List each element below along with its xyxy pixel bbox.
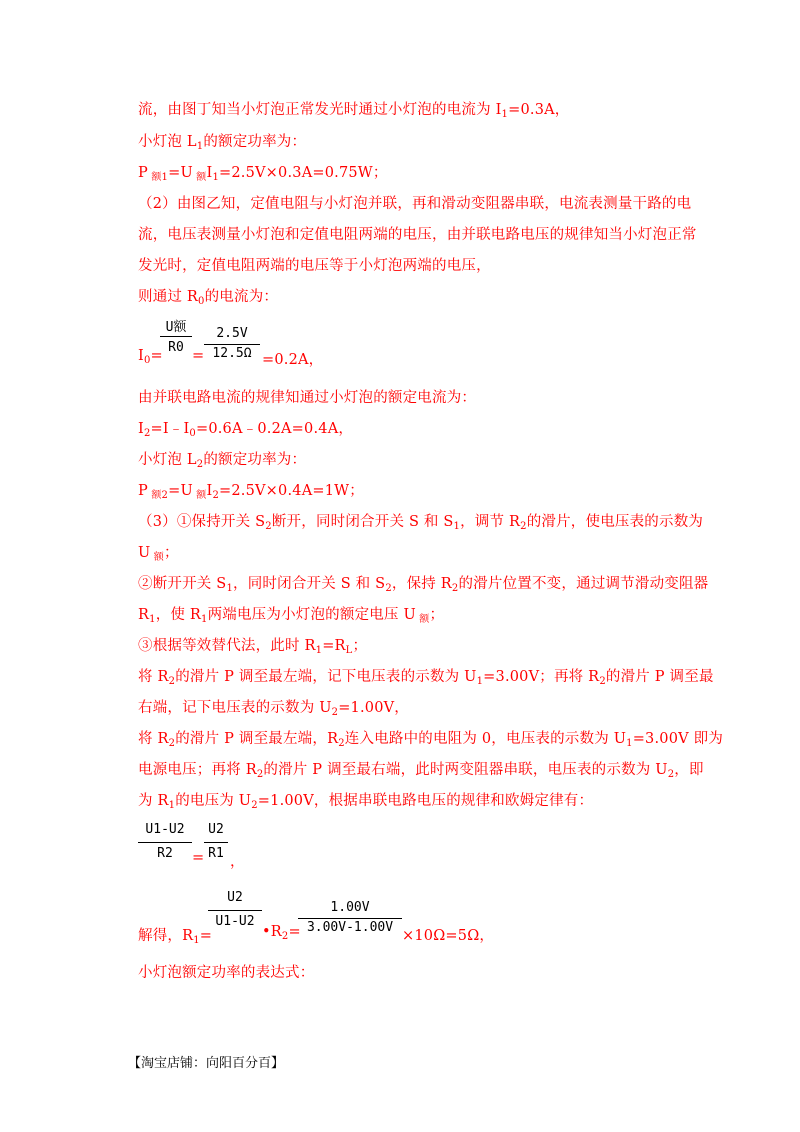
fraction-2-5v-over-12-5 (204, 326, 260, 366)
fraction-denominator: R0 (168, 340, 184, 355)
fraction-numerator: 2.5V (216, 326, 248, 341)
fraction-bar (298, 918, 402, 919)
result-r1: ×10Ω=5Ω， (402, 928, 495, 944)
text-line-11: 小灯泡 $L_2$的额定功率为： (138, 452, 307, 470)
equals-1: = (192, 348, 205, 364)
text-line-20: 将 $R_2$的滑片 P 调至最左端，$R_2$连入电路中的电阻为 0，电压表的示数为 $U_1=3.00V$ 即为 (138, 731, 724, 749)
fraction-u2-over-r1 (204, 822, 228, 868)
text-line-8: $I_0=$ (138, 348, 163, 366)
fraction-numerator: 1.00V (330, 900, 370, 915)
text-line-15: ②断开开关 $S_1$，同时闭合开关 S 和 $S_2$，保持 $R_2$的滑片位置不变，通过调节滑动变阻器 (138, 576, 709, 594)
text-line-16: $R_1$，使 $R_1$两端电压为小灯泡的额定电压 U $_额$； (138, 607, 445, 625)
text-line-14: U $_额$； (138, 545, 179, 563)
times-r2: $•R_2=$ (262, 924, 301, 942)
text-line-10: $I_2=I﹣I_0=0.6A﹣0.2A=0.4A$， (138, 421, 354, 439)
text-line-12: P $_{额2}$=U $_额I_2=2.5V\times 0.4A=1W$； (138, 483, 364, 501)
text-line-24: 解得，$R_1=$ (138, 928, 213, 946)
fraction-bar (204, 842, 228, 843)
fraction-numerator: U1-U2 (145, 822, 185, 837)
text-line-5: 流，电压表测量小灯泡和定值电阻两端的电压，由并联电路电压的规律知当小灯泡正常 (138, 227, 697, 243)
fraction-denominator: R2 (157, 846, 173, 861)
text-line-22: 为 $R_1$的电压为 $U_2=1.00V$，根据串联电路电压的规律和欧姆定律有： (138, 793, 594, 811)
fraction-denominator: U1-U2 (215, 914, 255, 929)
text-line-25: 小灯泡额定功率的表达式： (138, 965, 315, 981)
fraction-numerator: U额 (165, 320, 187, 335)
fraction-bar (204, 344, 260, 345)
result-i0: =0.2A， (262, 352, 324, 368)
text-line-18: 将 $R_2$的滑片 P 调至最左端，记下电压表的示数为 $U_1=3.00V$；再将 $R_2$的滑片 P 调至最 (138, 669, 714, 687)
fraction-1v-over-2v (298, 900, 402, 940)
fraction-bar (138, 842, 192, 843)
fraction-denominator: R1 (208, 846, 224, 861)
text-line-1: 流，由图丁知当小灯泡正常发光时通过小灯泡的电流为 $I_1=0.3A$， (138, 102, 570, 120)
footer-shop-name: 【淘宝店铺：向阳百分百】 (128, 1056, 285, 1071)
text-line-13: （3）①保持开关 $S_2$断开，同时闭合开关 S 和 $S_1$，调节 $R_2$的滑片，使电压表的示数为 (138, 514, 704, 532)
fraction-u-over-r0 (160, 316, 192, 362)
fraction-numerator: U2 (208, 822, 224, 837)
text-line-7: 则通过 $R_0$的电流为： (138, 289, 279, 307)
fraction-u1-minus-u2-over-r2 (138, 822, 192, 868)
fraction-bar (160, 336, 192, 337)
text-line-4: （2）由图乙知，定值电阻与小灯泡并联，再和滑动变阻器串联，电流表测量干路的电 (138, 196, 692, 212)
fraction-denominator: 3.00V-1.00V (306, 920, 394, 935)
fraction-u2-over-u1-minus-u2 (208, 890, 262, 936)
text-line-19: 右端，记下电压表的示数为 $U_2=1.00V$， (138, 700, 410, 718)
fraction-numerator: U2 (227, 890, 243, 905)
equals-2: = (192, 850, 205, 866)
text-line-9: 由并联电路电流的规律知通过小灯泡的额定电流为： (138, 390, 477, 406)
text-line-6: 发光时，定值电阻两端的电压等于小灯泡两端的电压， (138, 258, 491, 274)
comma-1: ， (230, 854, 245, 870)
fraction-bar (208, 910, 262, 911)
text-line-21: 电源电压；再将 $R_2$的滑片 P 调至最右端，此时两变阻器串联，电压表的示数为 $U_2$，即 (138, 762, 704, 780)
fraction-denominator: 12.5Ω (212, 346, 252, 361)
text-line-17: ③根据等效替代法，此时 $R_1=R_L$； (138, 638, 368, 656)
text-line-3: P $_{额1}$=U $_额I_1=2.5V\times 0.3A=0.75W$； (138, 165, 388, 183)
text-line-2: 小灯泡 $L_1$的额定功率为： (138, 134, 307, 152)
